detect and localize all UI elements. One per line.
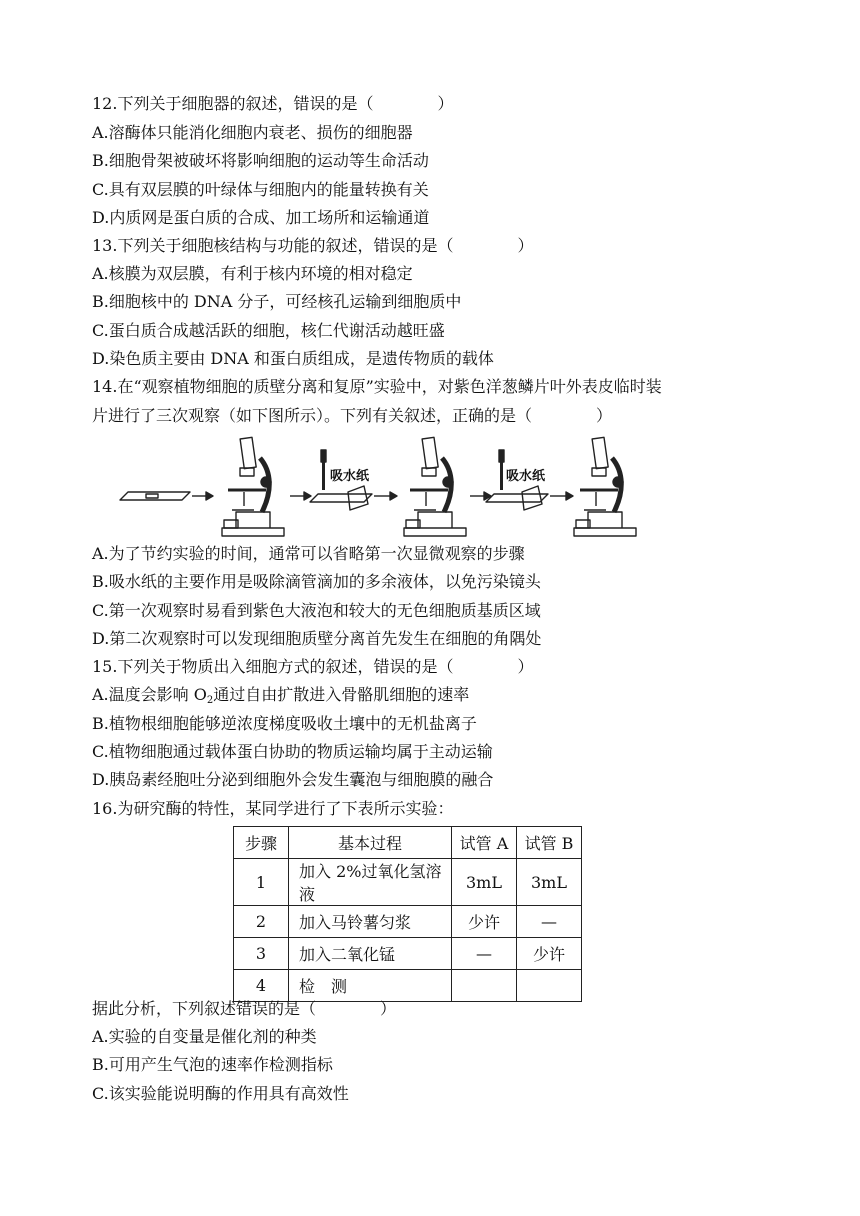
q16-option-b: B.可用产生气泡的速率作检测指标 — [92, 1055, 333, 1074]
q14-option-d: D.第二次观察时可以发现细胞质壁分离首先发生在细胞的角隅处 — [92, 629, 542, 648]
table-cell: 加入马铃薯匀浆 — [289, 906, 452, 938]
q15-stem: 15.下列关于物质出入细胞方式的叙述，错误的是（ ） — [92, 657, 534, 676]
table-header-cell: 基本过程 — [289, 827, 452, 859]
arrow-icon — [374, 492, 397, 500]
experiment-table — [233, 826, 582, 1002]
table-cell: 3 — [234, 938, 289, 970]
blotting-paper-label-1: 吸水纸 — [330, 469, 370, 484]
q14-stem-line2: 片进行了三次观察（如下图所示）。下列有关叙述，正确的是（ ） — [92, 406, 613, 425]
q14-option-a: A.为了节约实验的时间，通常可以省略第一次显微观察的步骤 — [92, 544, 525, 563]
q13-option-c: C.蛋白质合成越活跃的细胞，核仁代谢活动越旺盛 — [92, 321, 445, 340]
table-cell: 加入 2%过氧化氢溶液 — [289, 859, 452, 906]
microscope-icon — [404, 437, 466, 536]
q15-option-a-post: 通过自由扩散进入骨骼肌细胞的速率 — [213, 685, 470, 704]
table-cell: 1 — [234, 859, 289, 906]
table-header-cell: 试管 A — [452, 827, 517, 859]
q13-stem: 13.下列关于细胞核结构与功能的叙述，错误的是（ ） — [92, 236, 534, 255]
table-row — [234, 906, 582, 938]
q15-option-d: D.胰岛素经胞吐分泌到细胞外会发生囊泡与细胞膜的融合 — [92, 770, 494, 789]
q12-option-d: D.内质网是蛋白质的合成、加工场所和运输通道 — [92, 208, 430, 227]
table-header-row — [234, 827, 582, 859]
table-cell: 3mL — [517, 859, 582, 906]
q16-after-text: 据此分析，下列叙述错误的是（ ） — [92, 999, 397, 1018]
table-cell — [452, 970, 517, 1002]
q12-stem: 12.下列关于细胞器的叙述，错误的是（ ） — [92, 94, 454, 113]
blotting-paper-label-2: 吸水纸 — [506, 469, 546, 484]
q15-option-c: C.植物细胞通过载体蛋白协助的物质运输均属于主动运输 — [92, 742, 493, 761]
microscope-icon — [574, 437, 636, 536]
table-cell: 2 — [234, 906, 289, 938]
arrow-icon — [470, 492, 491, 500]
q14-stem-line1: 14.在“观察植物细胞的质壁分离和复原”实验中，对紫色洋葱鳞片叶外表皮临时装 — [92, 377, 662, 396]
q12-option-b: B.细胞骨架被破坏将影响细胞的运动等生命活动 — [92, 151, 429, 170]
slide-icon — [120, 492, 190, 500]
table-cell: 3mL — [452, 859, 517, 906]
table-cell: — — [517, 906, 582, 938]
table-cell: — — [452, 938, 517, 970]
arrow-icon — [550, 492, 573, 500]
q14-option-c: C.第一次观察时易看到紫色大液泡和较大的无色细胞质基质区域 — [92, 601, 541, 620]
q15-option-a-subscript: 2 — [206, 695, 214, 706]
table-cell: 加入二氧化锰 — [289, 938, 452, 970]
plasmolysis-procedure-figure — [118, 432, 638, 540]
q15-option-a — [92, 685, 469, 711]
table-row — [234, 859, 582, 906]
q15-option-b: B.植物根细胞能够逆浓度梯度吸收土壤中的无机盐离子 — [92, 714, 477, 733]
arrow-icon — [192, 492, 213, 500]
table-cell: 检 测 — [289, 970, 452, 1002]
q13-option-b: B.细胞核中的 DNA 分子，可经核孔运输到细胞质中 — [92, 292, 462, 311]
q12-option-c: C.具有双层膜的叶绿体与细胞内的能量转换有关 — [92, 180, 429, 199]
table-row — [234, 970, 582, 1002]
table-cell — [517, 970, 582, 1002]
q12-option-a: A.溶酶体只能消化细胞内衰老、损伤的细胞器 — [92, 123, 413, 142]
q15-option-a-pre: A.温度会影响 O — [92, 685, 207, 704]
q13-option-d: D.染色质主要由 DNA 和蛋白质组成，是遗传物质的载体 — [92, 349, 494, 368]
q13-option-a: A.核膜为双层膜，有利于核内环境的相对稳定 — [92, 264, 413, 283]
table-cell: 4 — [234, 970, 289, 1002]
arrow-icon — [290, 492, 311, 500]
table-header-cell: 试管 B — [517, 827, 582, 859]
q14-option-b: B.吸水纸的主要作用是吸除滴管滴加的多余液体，以免污染镜头 — [92, 572, 541, 591]
table-header-cell: 步骤 — [234, 827, 289, 859]
q16-option-a: A.实验的自变量是催化剂的种类 — [92, 1027, 317, 1046]
table-cell: 少许 — [517, 938, 582, 970]
table-cell: 少许 — [452, 906, 517, 938]
q16-stem: 16.为研究酶的特性，某同学进行了下表所示实验： — [92, 799, 454, 818]
table-row — [234, 938, 582, 970]
microscope-icon — [222, 437, 284, 536]
q16-option-c: C.该实验能说明酶的作用具有高效性 — [92, 1084, 349, 1103]
